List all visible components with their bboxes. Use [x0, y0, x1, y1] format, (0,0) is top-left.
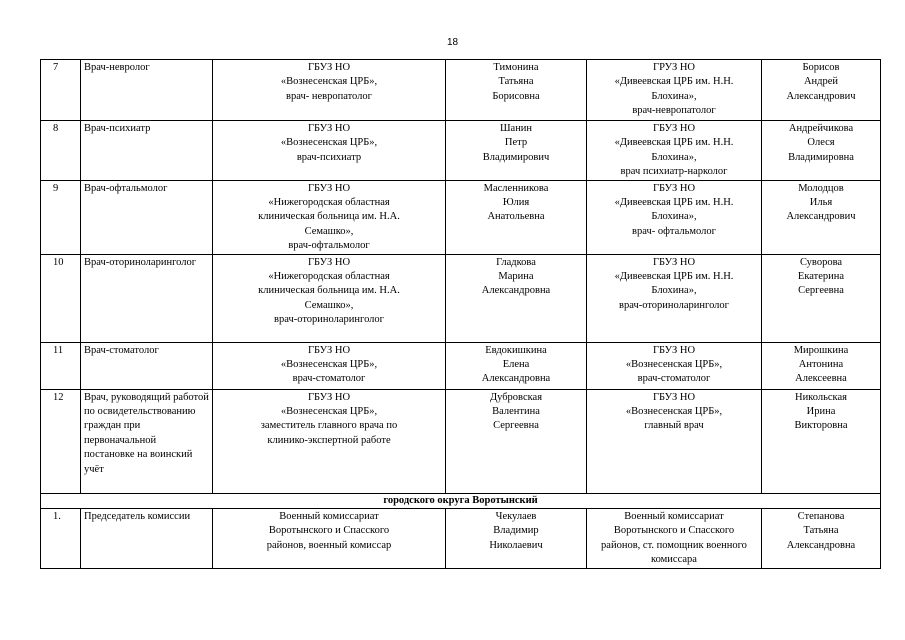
main-org-cell — [213, 509, 446, 569]
main-org-cell-line: Воротынского и Спасского — [268, 525, 390, 537]
main-org-cell-line: ГБУЗ НО — [307, 182, 351, 194]
main-person-cell-line: Елена — [502, 359, 530, 371]
reserve-org-cell-line: врач психиатр-нарколог — [620, 166, 728, 178]
reserve-org-cell-line: «Дивеевская ЦРБ им. Н.Н. — [614, 76, 734, 88]
main-org-cell — [213, 180, 446, 254]
main-org-cell-line: «Вознесенская ЦРБ», — [280, 76, 378, 88]
reserve-person-cell-line: Молодцов — [798, 182, 844, 194]
reserve-org-cell-line: врач-стоматолог — [637, 373, 711, 385]
table-row — [41, 389, 881, 493]
table-row — [41, 180, 881, 254]
reserve-org-cell — [587, 342, 762, 389]
main-person-cell-line: Александровна — [481, 373, 551, 385]
reserve-person-cell-line: Мирошкина — [793, 344, 849, 356]
main-org-cell-line: врач-оториноларинголог — [274, 314, 384, 326]
main-org-cell-line: клиническая больница им. Н.А. — [258, 211, 400, 223]
row-number: 9 — [41, 180, 81, 254]
main-person-cell-line: Дубровская — [489, 391, 543, 403]
row-number: 1. — [41, 509, 81, 569]
reserve-person-cell — [762, 60, 881, 121]
reserve-org-cell-line: ГРУЗ НО — [653, 62, 695, 73]
table-row — [41, 254, 881, 342]
reserve-person-cell-line: Борисов — [802, 62, 840, 73]
main-person-cell-line: Чекулаев — [495, 511, 537, 523]
commission-table — [40, 59, 881, 569]
main-org-cell-line: «Нижегородская областная — [268, 271, 390, 283]
main-org-cell-line: «Вознесенская ЦРБ», — [280, 137, 378, 149]
reserve-org-cell-line: «Дивеевская ЦРБ им. Н.Н. — [614, 271, 734, 283]
row-number: 11 — [41, 342, 81, 389]
reserve-org-cell — [587, 121, 762, 181]
page-number: 18 — [446, 37, 459, 48]
reserve-person-cell-line: Степанова — [797, 511, 845, 523]
reserve-org-cell-line: «Дивеевская ЦРБ им. Н.Н. — [614, 137, 734, 149]
reserve-org-cell-line: врач-оториноларинголог — [619, 299, 729, 311]
reserve-org-cell-line: врач- офтальмолог — [632, 225, 716, 237]
main-org-cell-line: врач-офтальмолог — [288, 240, 370, 252]
main-person-cell-line: Анатольевна — [487, 211, 545, 223]
main-org-cell-line: врач-стоматолог — [292, 373, 366, 385]
main-person-cell-line: Валентина — [492, 406, 540, 418]
main-person-cell-line: Сергеевна — [493, 420, 539, 432]
reserve-org-cell-line: Воротынского и Спасского — [613, 525, 735, 537]
reserve-org-cell-line: «Вознесенская ЦРБ», — [625, 406, 723, 418]
position-cell: Врач-офтальмолог — [81, 180, 213, 254]
main-person-cell-line: Марина — [498, 271, 534, 283]
reserve-person-cell — [762, 180, 881, 254]
reserve-person-cell-line: Никольская — [794, 391, 847, 403]
main-org-cell-line: «Вознесенская ЦРБ», — [280, 359, 378, 371]
reserve-org-cell-line: ГБУЗ НО — [652, 256, 696, 268]
main-org-cell — [213, 121, 446, 181]
main-org-cell-line: ГБУЗ НО — [307, 391, 351, 403]
main-org-cell-line: врач- невропатолог — [286, 90, 372, 102]
table-row — [41, 60, 881, 121]
reserve-org-cell — [587, 254, 762, 342]
reserve-org-cell-line: Военный комиссариат — [624, 511, 724, 523]
main-org-cell-line: клиническая больница им. Н.А. — [258, 285, 400, 297]
reserve-person-cell — [762, 389, 881, 493]
main-person-cell-line: Тимонина — [493, 62, 539, 73]
row-number: 12 — [41, 389, 81, 493]
reserve-person-cell-line: Ирина — [806, 406, 836, 418]
main-org-cell-line: клинико-экспертной работе — [267, 434, 391, 446]
main-org-cell — [213, 60, 446, 121]
reserve-person-cell-line: Андрей — [803, 76, 839, 88]
reserve-org-cell — [587, 389, 762, 493]
main-person-cell — [446, 342, 587, 389]
table-row — [41, 121, 881, 181]
main-person-cell-line: Юлия — [502, 197, 530, 209]
main-org-cell-line: Семашко», — [304, 225, 354, 237]
reserve-person-cell-line: Александрович — [786, 90, 856, 102]
main-person-cell-line: Петр — [504, 137, 528, 149]
reserve-org-cell-line: районов, ст. помощник военного — [601, 539, 747, 551]
reserve-org-cell-line: главный врач — [644, 420, 704, 432]
reserve-person-cell — [762, 121, 881, 181]
position-cell: Врач-стоматолог — [81, 342, 213, 389]
reserve-person-cell-line: Сергеевна — [798, 285, 844, 297]
section-title: городского округа Воротынский — [41, 493, 881, 508]
reserve-person-cell — [762, 254, 881, 342]
main-person-cell — [446, 254, 587, 342]
row-number: 7 — [41, 60, 81, 121]
reserve-org-cell — [587, 180, 762, 254]
reserve-person-cell — [762, 509, 881, 569]
main-org-cell-line: ГБУЗ НО — [307, 344, 351, 356]
reserve-org-cell-line: Блохина», — [651, 151, 697, 163]
reserve-person-cell-line: Владимировна — [788, 151, 854, 163]
reserve-person-cell — [762, 342, 881, 389]
main-person-cell-line: Александровна — [481, 285, 551, 297]
main-person-cell-line: Борисовна — [492, 90, 540, 102]
main-person-cell-line: Гладкова — [496, 256, 536, 268]
reserve-person-cell-line: Суворова — [799, 256, 843, 268]
main-person-cell — [446, 60, 587, 121]
position-cell: Врач-психиатр — [81, 121, 213, 181]
reserve-org-cell-line: «Вознесенская ЦРБ», — [625, 359, 723, 371]
main-person-cell — [446, 389, 587, 493]
main-org-cell — [213, 389, 446, 493]
row-number: 10 — [41, 254, 81, 342]
main-person-cell-line: Владимир — [493, 525, 539, 537]
main-org-cell — [213, 342, 446, 389]
reserve-org-cell-line: ГБУЗ НО — [652, 123, 696, 134]
main-person-cell-line: Масленникова — [483, 182, 549, 194]
main-org-cell-line: ГБУЗ НО — [307, 123, 351, 134]
main-person-cell — [446, 121, 587, 181]
reserve-person-cell-line: Илья — [809, 197, 833, 209]
main-org-cell-line: врач-психиатр — [296, 151, 362, 163]
main-person-cell-line: Владимирович — [482, 151, 550, 163]
row-number: 8 — [41, 121, 81, 181]
reserve-person-cell-line: Александровна — [786, 539, 856, 551]
reserve-org-cell — [587, 60, 762, 121]
main-org-cell-line: ГБУЗ НО — [307, 62, 351, 73]
reserve-org-cell — [587, 509, 762, 569]
reserve-person-cell-line: Викторовна — [794, 420, 848, 432]
main-org-cell-line: ГБУЗ НО — [307, 256, 351, 268]
main-person-cell-line: Николаевич — [489, 539, 543, 551]
reserve-org-cell-line: Блохина», — [651, 211, 697, 223]
position-cell: Председатель комиссии — [81, 509, 213, 569]
reserve-person-cell-line: Алексеевна — [795, 373, 847, 385]
reserve-org-cell-line: «Дивеевская ЦРБ им. Н.Н. — [614, 197, 734, 209]
reserve-person-cell-line: Андрейчикова — [788, 123, 854, 134]
reserve-person-cell-line: Олеся — [807, 137, 835, 149]
table-row — [41, 509, 881, 569]
reserve-person-cell-line: Екатерина — [797, 271, 845, 283]
reserve-org-cell-line: ГБУЗ НО — [652, 391, 696, 403]
main-person-cell-line: Шанин — [499, 123, 533, 134]
reserve-org-cell-line: врач-невропатолог — [632, 105, 716, 117]
reserve-org-cell-line: комиссара — [651, 554, 697, 566]
position-cell: Врач-невролог — [81, 60, 213, 121]
main-person-cell — [446, 180, 587, 254]
reserve-person-cell-line: Татьяна — [803, 525, 839, 537]
reserve-person-cell-line: Александрович — [786, 211, 856, 223]
main-org-cell — [213, 254, 446, 342]
main-org-cell-line: Военный комиссариат — [279, 511, 379, 523]
reserve-org-cell-line: ГБУЗ НО — [652, 182, 696, 194]
reserve-org-cell-line: Блохина», — [651, 90, 697, 102]
main-org-cell-line: «Нижегородская областная — [268, 197, 390, 209]
commission-table-body — [41, 60, 881, 569]
reserve-person-cell-line: Антонина — [798, 359, 844, 371]
table-row — [41, 342, 881, 389]
position-cell: Врач, руководящий работой по освидетельствованию граждан при первоначальной постановке на воинский учёт — [81, 389, 213, 493]
main-person-cell-line: Евдокишкина — [485, 344, 547, 356]
main-org-cell-line: районов, военный комиссар — [266, 539, 392, 551]
main-org-cell-line: «Вознесенская ЦРБ», — [280, 406, 378, 418]
position-cell: Врач-оториноларинголог — [81, 254, 213, 342]
main-org-cell-line: заместитель главного врача по — [260, 420, 398, 432]
reserve-org-cell-line: Блохина», — [651, 285, 697, 297]
reserve-org-cell-line: ГБУЗ НО — [652, 344, 696, 356]
main-person-cell-line: Татьяна — [498, 76, 534, 88]
main-person-cell — [446, 509, 587, 569]
section-header-row — [41, 493, 881, 508]
main-org-cell-line: Семашко», — [304, 299, 354, 311]
